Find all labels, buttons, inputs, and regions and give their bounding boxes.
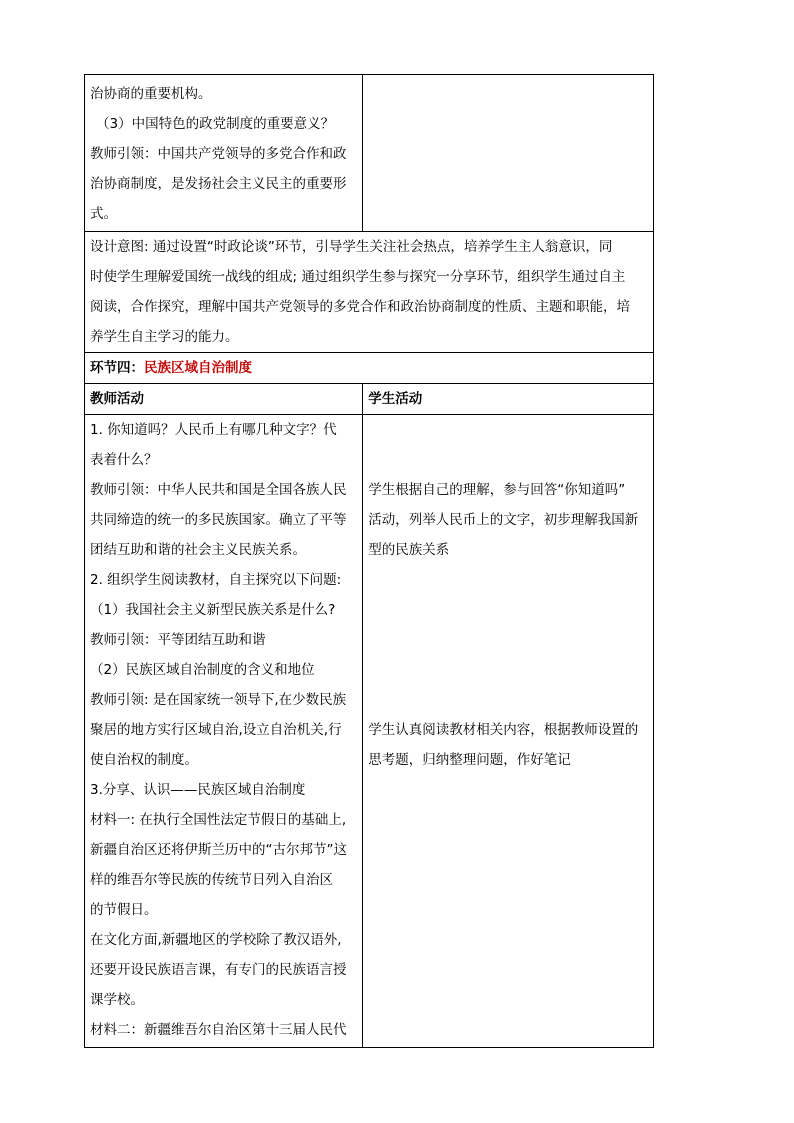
table-row: [85, 384, 654, 415]
text-line: 样的维吾尔等民族的传统节日列入自治区: [90, 872, 333, 888]
section-title: 民族区域自治制度: [144, 360, 252, 376]
text-line: 阅读，合作探究，理解中国共产党领导的多党合作和政治协商制度的性质、主题和职能，培: [90, 299, 630, 315]
text-line: 教师引领：平等团结互助和谐: [90, 632, 266, 648]
table-row: [85, 75, 654, 232]
text-line: 教师引领：中国共产党领导的多党合作和政: [90, 146, 347, 162]
text-line: 教师引领：中华人民共和国是全国各族人民: [90, 482, 347, 498]
student-activity-cell: [363, 415, 654, 1048]
text-line: 学生认真阅读教材相关内容，根据教师设置的: [368, 722, 639, 738]
text-line: （2）民族区域自治制度的含义和地位: [90, 662, 315, 678]
teacher-activity-header: 教师活动: [85, 384, 363, 415]
teacher-cell-continued: [85, 75, 363, 232]
table-row: [85, 353, 654, 384]
text-line: （3）中国特色的政党制度的重要意义？: [96, 116, 335, 132]
text-line: 设计意图: 通过设置“时政论谈”环节，引导学生关注社会热点，培养学生主人翁意识，同: [90, 239, 613, 255]
design-intent-cell: [85, 232, 654, 353]
text-line: 式。: [90, 206, 117, 222]
text-line: 学生根据自己的理解，参与回答“你知道吗”: [368, 482, 626, 498]
teacher-activity-cell: [85, 415, 363, 1048]
table-row: [85, 415, 654, 1048]
text-line: 使自治权的制度。: [90, 752, 198, 768]
text-line: 1. 你知道吗？人民币上有哪几种文字？代: [90, 422, 337, 438]
text-line: 新疆自治区还将伊斯兰历中的“古尔邦节”这: [90, 842, 347, 858]
text-line: 时使学生理解爱国统一战线的组成; 通过组织学生参与探究一分享环节，组织学生通过自主: [90, 269, 626, 285]
text-line: 共同缔造的统一的多民族国家。确立了平等: [90, 512, 347, 528]
text-line: 治协商的重要机构。: [90, 86, 212, 102]
text-line: 团结互助和谐的社会主义民族关系。: [90, 542, 306, 558]
text-line: 养学生自主学习的能力。: [90, 329, 239, 345]
text-line: 的节假日。: [90, 902, 158, 918]
text-line: 2. 组织学生阅读教材，自主探究以下问题:: [90, 572, 342, 588]
text-line: 治协商制度，是发扬社会主义民主的重要形: [90, 176, 347, 192]
text-line: 型的民族关系: [368, 542, 450, 558]
text-line: 3.分享、认识——民族区域自治制度: [90, 782, 306, 798]
lesson-plan-table: [84, 74, 654, 1048]
text-line: 材料二：新疆维吾尔自治区第十三届人民代: [90, 1022, 347, 1038]
student-cell-continued: [363, 75, 654, 232]
text-line: 材料一: 在执行全国性法定节假日的基础上,: [90, 812, 347, 828]
student-activity-header: 学生活动: [363, 384, 654, 415]
text-line: 教师引领: 是在国家统一领导下,在少数民族: [90, 692, 347, 708]
text-line: 在文化方面,新疆地区的学校除了教汉语外,: [90, 932, 342, 948]
text-line: 聚居的地方实行区域自治,设立自治机关,行: [90, 722, 342, 738]
text-line: 课学校。: [90, 992, 144, 1008]
text-line: 表着什么？: [90, 452, 158, 468]
section-prefix: 环节四：: [90, 360, 144, 376]
section-heading-cell: [85, 353, 654, 384]
text-line: 还要开设民族语言课，有专门的民族语言授: [90, 962, 347, 978]
text-line: （1）我国社会主义新型民族关系是什么?: [90, 602, 336, 618]
text-line: 思考题，归纳整理问题，作好笔记: [368, 752, 571, 768]
table-row: [85, 232, 654, 353]
text-line: 活动，列举人民币上的文字，初步理解我国新: [368, 512, 639, 528]
